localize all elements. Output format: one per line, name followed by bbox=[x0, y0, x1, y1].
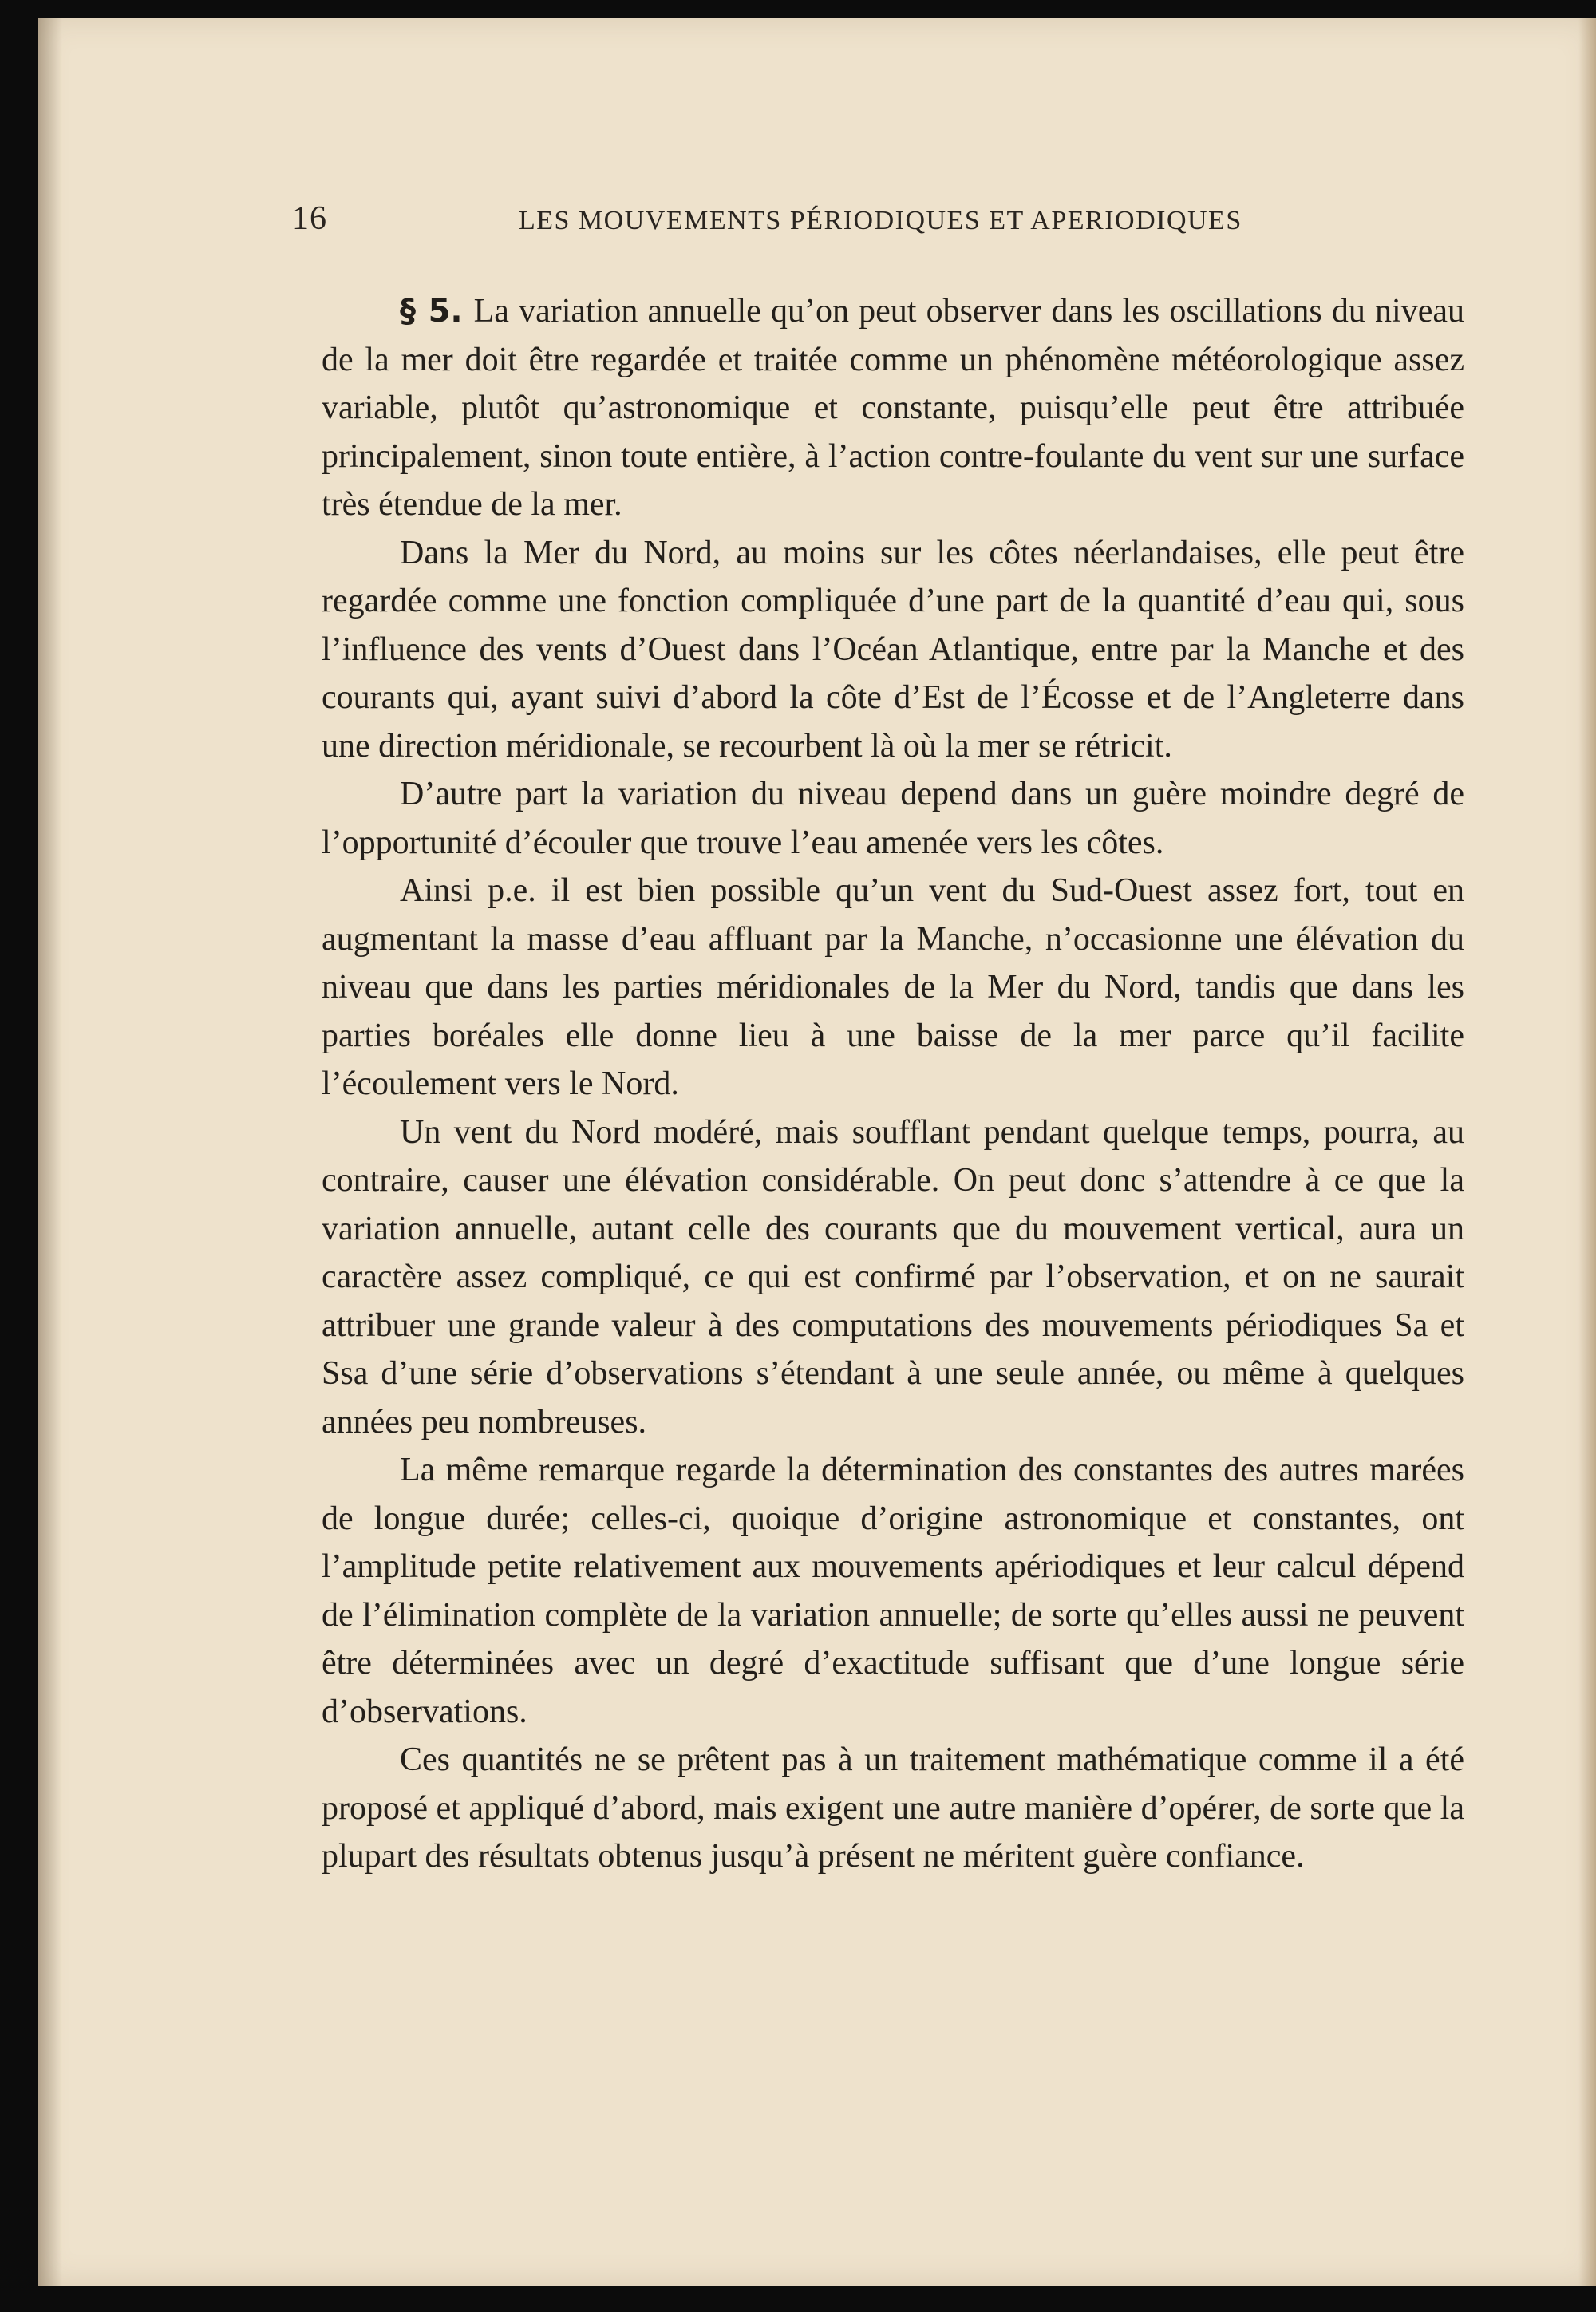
page-edge bbox=[1578, 18, 1596, 2286]
spine-shadow bbox=[38, 18, 62, 2286]
page-number: 16 bbox=[292, 200, 327, 237]
paragraph: Un vent du Nord modéré, mais soufflant pendant quelque temps, pourra, au contraire, causer une élévation considérable. On peut donc s’attendre à ce que la variation annuelle, autant celle des courants que du mouvement vertical, aura un caractère assez compliqué, ce qui est confirmé par l’observation, et on ne saurait attribuer une grande valeur à des computations des mouvements périodiques Sa et Ssa d’une série d’observations s’étendant à une seule année, ou même à quelques années peu nombreuses. bbox=[322, 1113, 1464, 1441]
paragraph: Ces quantités ne se prêtent pas à un traitement mathématique comme il a été proposé et appliqué d’abord, mais exigent une autre manière d’opérer, de sorte que la plupart des résultats obtenus jusqu’à présent ne méritent guère confiance. bbox=[322, 1741, 1464, 1875]
section-number: § 5. bbox=[400, 293, 463, 330]
paragraph-section-5 bbox=[322, 287, 1464, 529]
page-header bbox=[292, 200, 1465, 255]
paragraph: D’autre part la variation du niveau depend dans un guère moindre degré de l’opportunité d’écouler que trouve l’eau amenée vers les côtes. bbox=[322, 776, 1464, 861]
paragraph-text: La variation annuelle qu’on peut observer dans les oscillations du niveau de la mer doit être regardée et traitée comme un phénomène météorologique assez variable, plutôt qu’astronomique et constante, puisqu’elle peut être attribuée principalement, sinon toute entière, à l’action contre-foulante du vent sur une surface très étendue de la mer. bbox=[322, 293, 1464, 523]
running-title: LES MOUVEMENTS PÉRIODIQUES ET APERIODIQUES bbox=[519, 206, 1242, 235]
book-page bbox=[38, 18, 1596, 2286]
body-text bbox=[322, 287, 1464, 1881]
paragraph: La même remarque regarde la détermination des constantes des autres marées de longue durée; celles-ci, quoique d’origine astronomique et constantes, ont l’amplitude petite relativement aux mouvements apériodiques et leur calcul dépend de l’élimination complète de la variation annuelle; de sorte qu’elles aussi ne peuvent être déterminées avec un degré d’exactitude suffisant que d’une longue série d’observations. bbox=[322, 1452, 1464, 1730]
paragraph: Dans la Mer du Nord, au moins sur les côtes néerlandaises, elle peut être regardée comme une fonction compliquée d’une part de la quantité d’eau qui, sous l’influence des vents d’Ouest dans l’Océan Atlantique, entre par la Manche et des courants qui, ayant suivi d’abord la côte d’Est de l’Écosse et de l’Angleterre dans une direction méridionale, se recourbent là où la mer se rétricit. bbox=[322, 534, 1464, 765]
paragraph: Ainsi p.e. il est bien possible qu’un vent du Sud-Ouest assez fort, tout en augmentant la masse d’eau affluant par la Manche, n’occasionne une élévation du niveau que dans les parties méridionales de la Mer du Nord, tandis que dans les parties boréales elle donne lieu à une baisse de la mer parce qu’il facilite l’écoulement vers le Nord. bbox=[322, 872, 1464, 1102]
